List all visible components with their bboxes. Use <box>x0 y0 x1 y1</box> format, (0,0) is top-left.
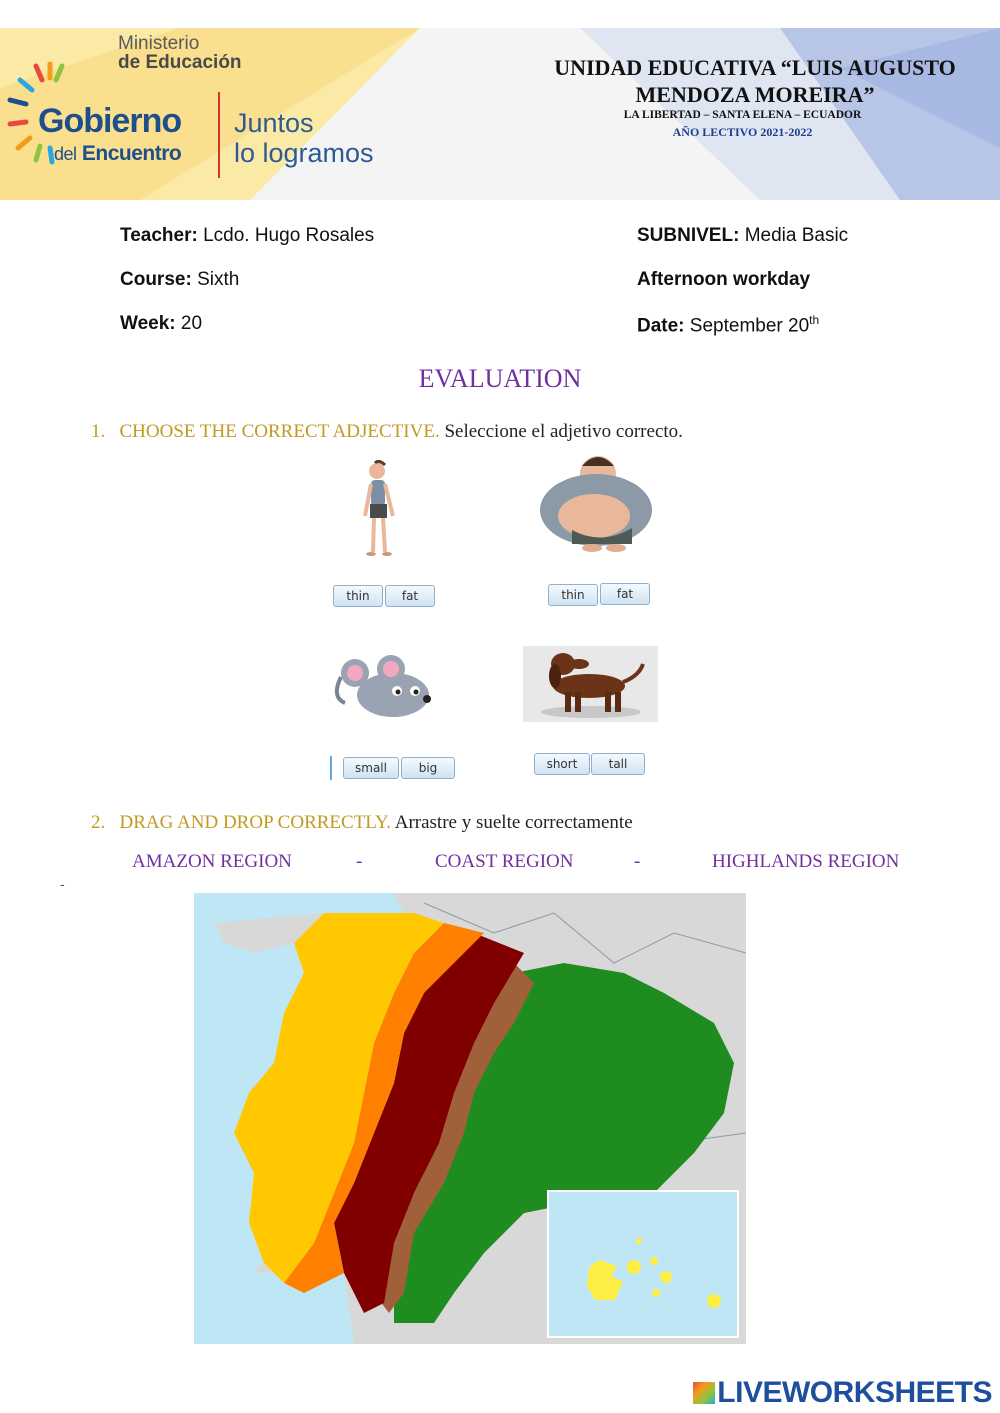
juntos-line2: lo logramos <box>234 138 374 168</box>
answer-big[interactable]: big <box>401 757 455 779</box>
school-year: AÑO LECTIVO 2021-2022 <box>672 125 813 139</box>
del-text: del <box>54 144 77 164</box>
question-1-translation: Seleccione el adjetivo correcto. <box>444 421 683 442</box>
region-separator: - <box>634 851 641 872</box>
question-2-title: DRAG AND DROP CORRECTLY. <box>119 812 392 833</box>
scroll-edge <box>330 756 332 780</box>
workday-line <box>637 269 810 291</box>
answer-small[interactable]: small <box>343 757 399 779</box>
date-value: September 20 <box>689 315 810 337</box>
juntos-line1: Juntos <box>234 108 314 138</box>
liveworksheets-icon <box>693 1382 715 1404</box>
drag-amazon-region[interactable]: AMAZON REGION <box>132 851 292 872</box>
course-value: Sixth <box>197 269 240 290</box>
subnivel-line <box>637 225 848 247</box>
liveworksheets-logo <box>693 1376 992 1410</box>
week-value: 20 <box>180 313 203 334</box>
course-line <box>120 269 239 291</box>
question-2-translation: Arrastre y suelte correctamente <box>394 812 633 833</box>
answer-short[interactable]: short <box>534 753 590 775</box>
school-name <box>500 54 1000 108</box>
subnivel-label: SUBNIVEL: <box>637 225 740 246</box>
answer-fat-2[interactable]: fat <box>600 583 650 605</box>
question-1-title: CHOOSE THE CORRECT ADJECTIVE. <box>119 421 440 442</box>
week-line <box>120 313 202 335</box>
teacher-label: Teacher: <box>120 225 198 246</box>
subnivel-value: Media Basic <box>744 225 849 246</box>
ecuador-map <box>194 893 746 1344</box>
question-1-heading <box>91 421 683 443</box>
drag-highlands-region[interactable]: HIGHLANDS REGION <box>712 851 900 872</box>
school-location: LA LIBERTAD – SANTA ELENA – ECUADOR <box>623 109 862 121</box>
encuentro-text: Encuentro <box>81 142 182 165</box>
gobierno-text: Gobierno <box>38 102 182 140</box>
answer-thin-2[interactable]: thin <box>548 584 598 606</box>
answer-thin-1[interactable]: thin <box>333 585 383 607</box>
drag-coast-region[interactable]: COAST REGION <box>435 851 574 872</box>
thin-man-picture <box>355 460 405 560</box>
date-suffix: th <box>809 313 820 327</box>
juntos-slogan <box>234 108 374 168</box>
teacher-line <box>120 225 374 247</box>
date-line <box>637 313 819 337</box>
logo-divider <box>218 92 220 178</box>
galapagos-inset <box>548 1191 738 1337</box>
stray-dash: - <box>60 876 65 892</box>
teacher-value: Lcdo. Hugo Rosales <box>203 225 375 246</box>
dachshund-picture <box>523 646 658 722</box>
del-encuentro-text <box>54 142 181 166</box>
question-2-heading <box>91 812 633 834</box>
liveworksheets-text: LIVEWORKSHEETS <box>717 1376 992 1409</box>
question-1-number: 1. <box>91 421 106 442</box>
region-separator: - <box>356 851 363 872</box>
answer-tall[interactable]: tall <box>591 753 645 775</box>
week-label: Week: <box>120 313 176 334</box>
school-line1: UNIDAD EDUCATIVA “LUIS AUGUSTO <box>554 55 956 80</box>
workday-label: Afternoon workday <box>637 269 811 290</box>
date-label: Date: <box>637 315 685 337</box>
ministerio-logo <box>118 34 242 72</box>
ministerio-line2: de Educación <box>118 52 242 73</box>
course-label: Course: <box>120 269 192 290</box>
school-line2: MENDOZA MOREIRA” <box>635 82 875 107</box>
question-2-number: 2. <box>91 812 106 833</box>
answer-fat-1[interactable]: fat <box>385 585 435 607</box>
page-title: EVALUATION <box>418 364 582 393</box>
fat-man-picture <box>538 452 654 556</box>
mouse-picture <box>331 655 437 721</box>
ministerio-line1: Ministerio <box>118 33 200 54</box>
